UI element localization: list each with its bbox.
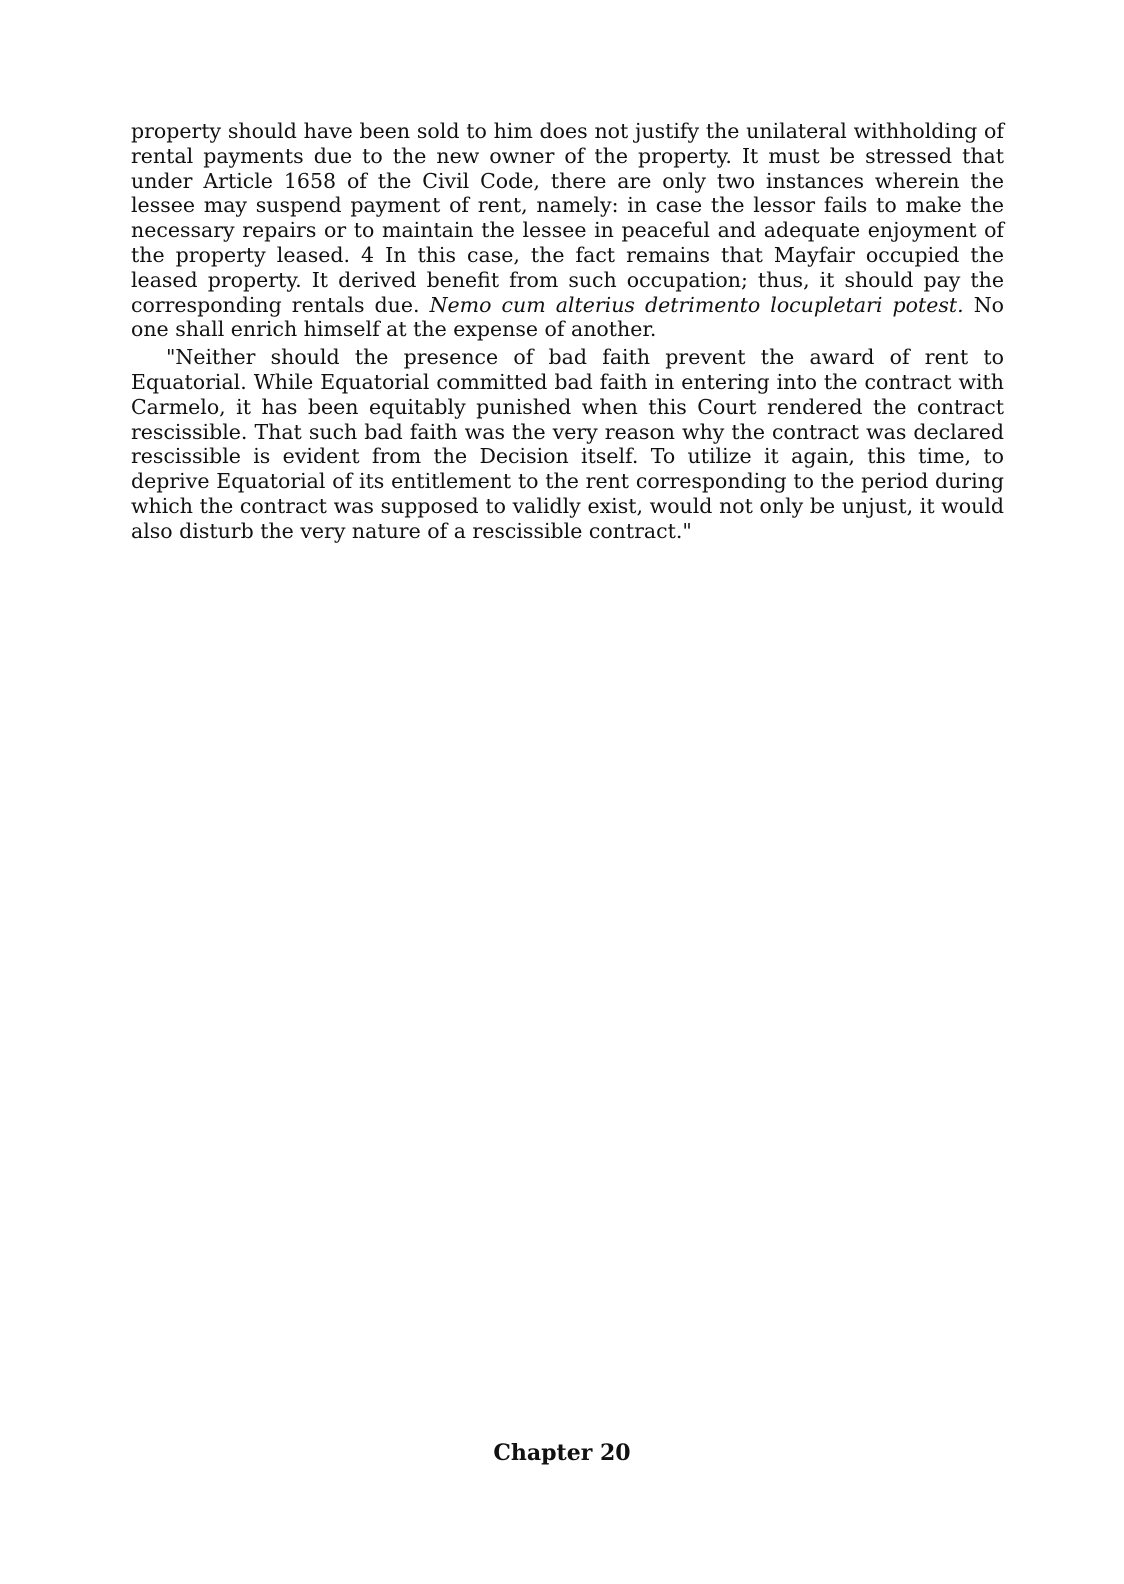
- paragraph-continuation: [131, 119, 1004, 342]
- body-text: [131, 119, 1004, 544]
- latin-maxim: Nemo cum alterius detrimento locupletari potest.: [429, 292, 964, 317]
- quoted-paragraph: "Neither should the presence of bad faith prevent the award of rent to Equatorial. While Equatorial committed bad faith in entering into the contract with Carmelo, it has been equitably punished when this Court rendered the contract rescissible. That such bad faith was the very reason why the contract was declared rescissible is evident from the Decision itself. To utilize it again, this time, to deprive Equatorial of its entitlement to the rent corresponding to the period during which the contract was supposed to validly exist, would not only be unjust, it would also disturb the very nature of a rescissible contract.": [131, 345, 1004, 543]
- paragraph-text: No one shall enrich himself at the expense of another.: [131, 292, 1004, 342]
- paragraph-text: property should have been sold to him does not justify the unilateral withholding of rental payments due to the new owner of the property. It must be stressed that under Article 1658 of the Civil Code, there are only two instances wherein the lessee may suspend payment of rent, namely: in case the lessor fails to make the necessary repairs or to maintain the lessee in peaceful and adequate enjoyment of the property leased. 4 In this case, the fact remains that Mayfair occupied the leased property. It derived benefit from such occupation; thus, it should pay the corresponding rentals due.: [131, 119, 1004, 317]
- chapter-heading: Chapter 20: [493, 1440, 631, 1466]
